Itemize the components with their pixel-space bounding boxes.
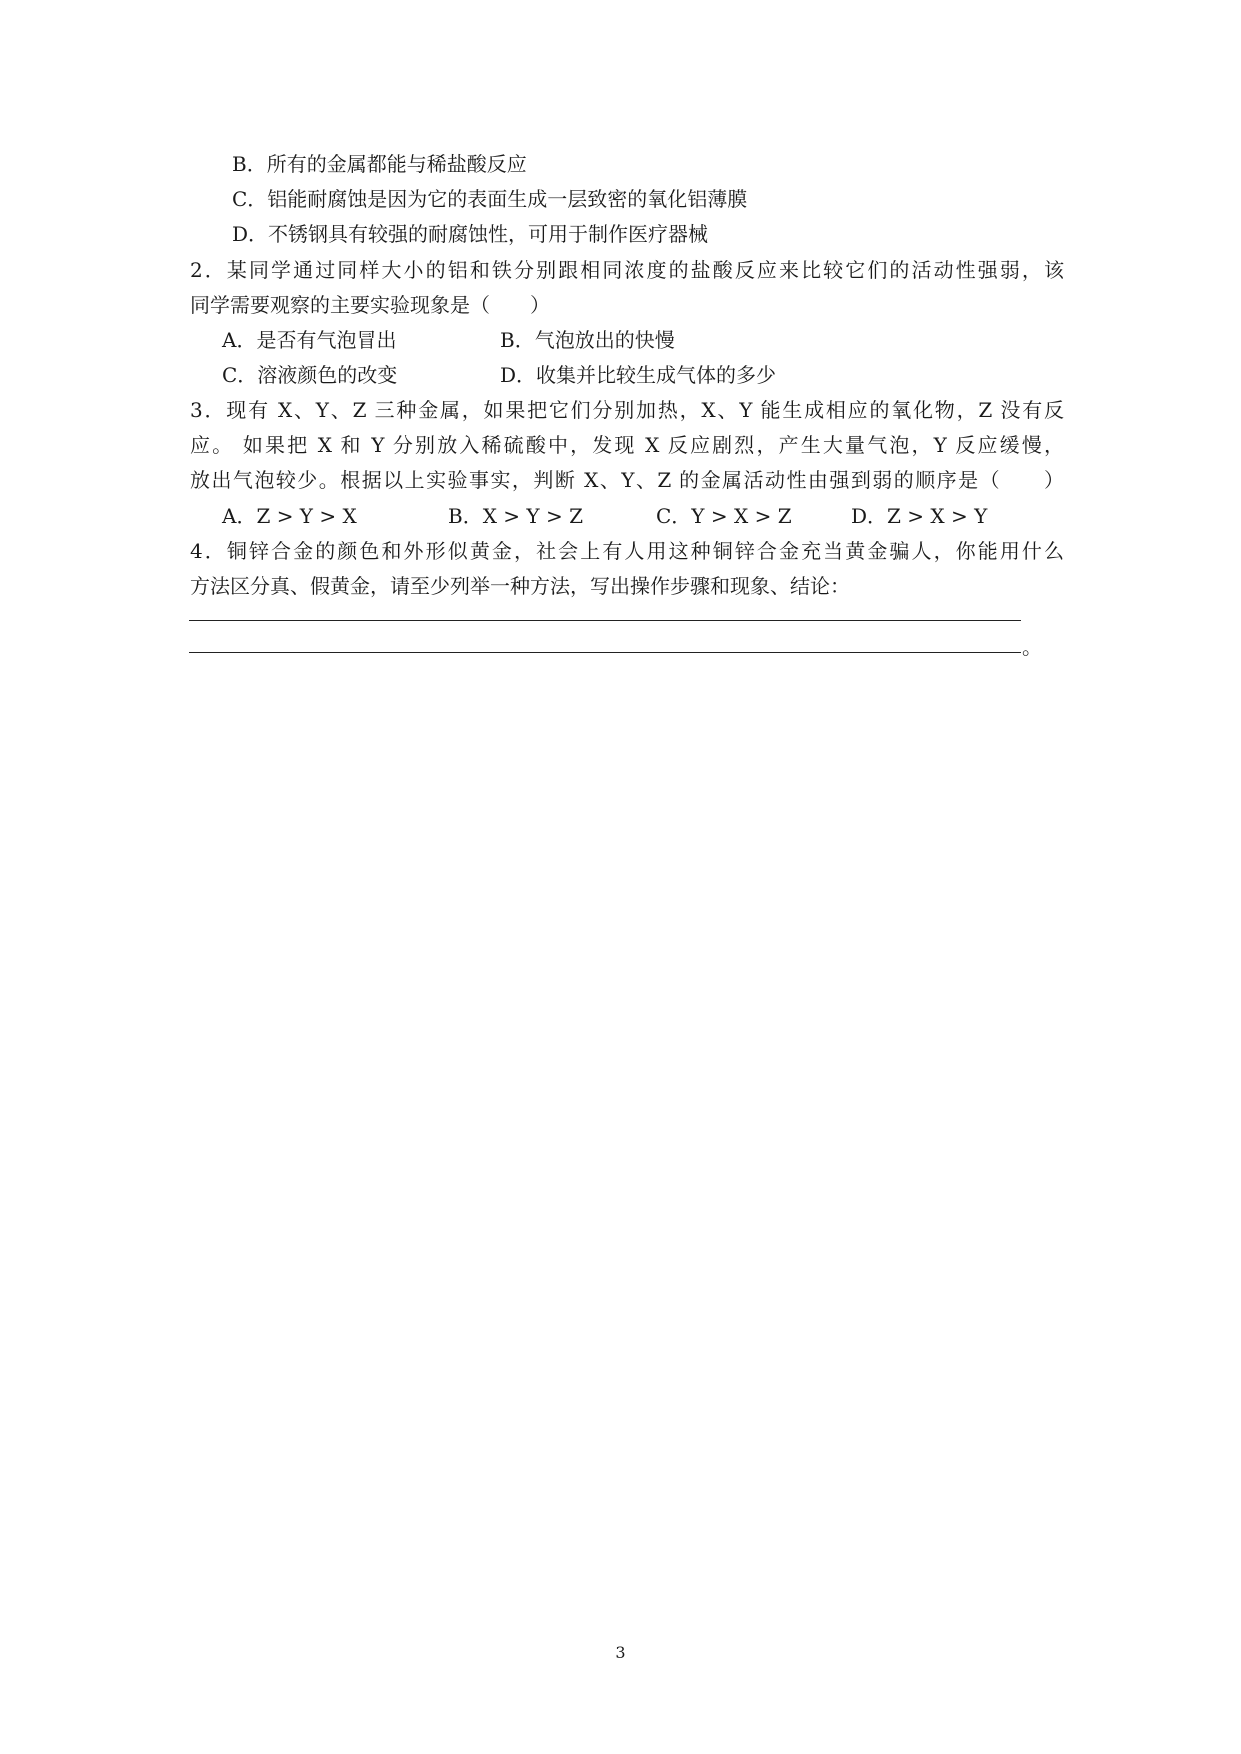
q3-stem-line2: 应。 如果把 X 和 Y 分别放入稀硫酸中，发现 X 反应剧烈，产生大量气泡，Y 反应缓慢， (190, 433, 1064, 457)
q1-option-d: D．不锈钢具有较强的耐腐蚀性，可用于制作医疗器械 (232, 222, 709, 246)
q3-option-c: C．Y > X > Z (656, 504, 792, 528)
q3-stem-line1: 3．现有 X、Y、Z 三种金属，如果把它们分别加热，X、Y 能生成相应的氧化物，Z 没有反 (190, 398, 1064, 422)
q1-option-c: C．铝能耐腐蚀是因为它的表面生成一层致密的氧化铝薄膜 (232, 187, 748, 211)
page-number: 3 (615, 1643, 626, 1662)
q2-option-c: C．溶液颜色的改变 (222, 363, 398, 387)
q2-option-d: D．收集并比较生成气体的多少 (500, 363, 777, 387)
q2-stem-line2: 同学需要观察的主要实验现象是（ ） (190, 293, 550, 317)
q3-stem-line3: 放出气泡较少。根据以上实验事实，判断 X、Y、Z 的金属活动性由强到弱的顺序是（ ） (190, 468, 1064, 492)
q4-stem-line2: 方法区分真、假黄金，请至少列举一种方法，写出操作步骤和现象、结论： (190, 574, 850, 598)
q2-stem-line1: 2．某同学通过同样大小的铝和铁分别跟相同浓度的盐酸反应来比较它们的活动性强弱，该 (190, 258, 1064, 282)
q4-stem-line1: 4．铜锌合金的颜色和外形似黄金，社会上有人用这种铜锌合金充当黄金骗人，你能用什么 (190, 539, 1064, 563)
q2-option-b: B．气泡放出的快慢 (500, 328, 675, 352)
q3-option-b: B．X > Y > Z (448, 504, 583, 528)
answer-blank-line-1 (189, 620, 1021, 621)
q3-option-a: A．Z > Y > X (222, 504, 357, 528)
q3-option-d: D．Z > X > Y (851, 504, 988, 528)
answer-blank-line-2 (189, 652, 1021, 653)
q2-option-a: A．是否有气泡冒出 (222, 328, 397, 352)
q1-option-b: B．所有的金属都能与稀盐酸反应 (232, 152, 527, 176)
answer-end-period: 。 (1022, 635, 1042, 659)
